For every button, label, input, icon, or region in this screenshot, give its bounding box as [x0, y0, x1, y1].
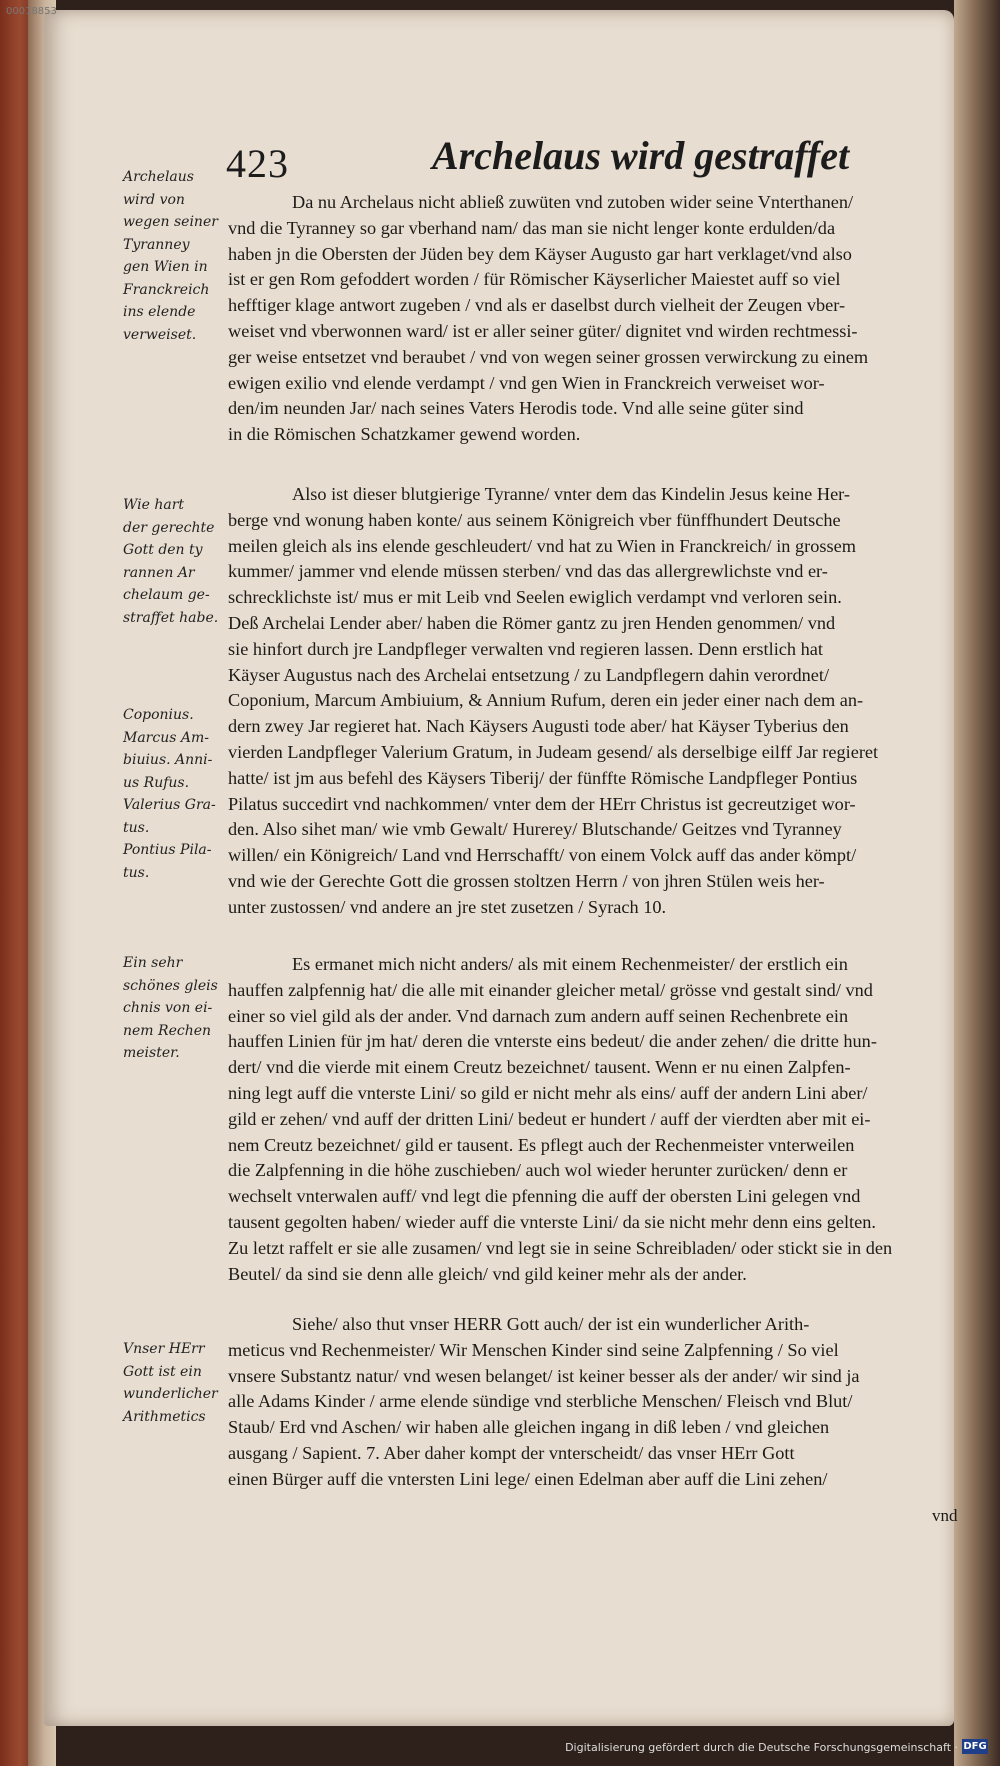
margin-note-line: Valerius Gra- — [123, 797, 216, 813]
scan-id: 00018853 — [6, 6, 57, 17]
margin-note-rechenmeister — [123, 952, 235, 1065]
text-line: berge vnd wonung haben konte/ aus seinem Königreich vber fünffhundert Deutsche — [228, 509, 841, 530]
text-line: in die Römischen Schatzkamer gewend worden. — [228, 424, 581, 445]
text-line: Staub/ Erd vnd Aschen/ wir haben alle gleichen ingang in diß leben / vnd gleichen — [228, 1417, 830, 1438]
text-line: nem Creutz bezeichnet/ gild er tausent. Es pflegt auch der Rechenmeister vnterweilen — [228, 1134, 855, 1155]
text-line: ist er gen Rom gefoddert worden / für Römischer Käyserlicher Maiestet auff so viel — [228, 269, 841, 290]
margin-note-line: tus. — [123, 819, 150, 836]
margin-note-line: gen Wien in — [123, 259, 208, 275]
text-line: alle Adams Kinder / arme elende sündige vnd sterbliche Menschen/ Fleisch vnd Blut/ — [228, 1391, 853, 1412]
paragraph-arithmeticus — [228, 1312, 962, 1493]
text-line: tausent gegolten haben/ wieder auff die vnterste Lini/ da sie nicht mehr denn eins gelten. — [228, 1211, 876, 1232]
text-line: ger weise entsetzet vnd beraubet / vnd von wegen seiner grossen verwirckung zu einem — [228, 346, 869, 367]
text-line: sie hinfort durch jre Landpfleger verwalten vnd regieren lassen. Denn erstlich hat — [228, 638, 823, 659]
text-line: hauffen zalpfennig hat/ die alle mit einander gleicher metal/ grösse vnd gestalt sind/ vnd — [228, 979, 873, 1000]
margin-note-line: Wie hart — [123, 497, 185, 513]
text-line: vnsere Substantz natur/ vnd wesen belanget/ ist keiner besser als der ander/ wir sind ja — [228, 1365, 860, 1386]
text-line: einer so viel gild als der ander. Vnd darnach zum andern auff seinen Rechenbrete ein — [228, 1005, 849, 1026]
margin-note-line: ins elende — [123, 304, 196, 320]
text-line: weiset vnd vberwonnen ward/ ist er aller seiner güter/ dignitet vnd wirden rechtmessi- — [228, 320, 858, 341]
text-line: ewigen exilio vnd elende verdampt / vnd gen Wien in Franckreich verweiset wor- — [228, 372, 825, 393]
margin-note-line: Coponius. — [123, 707, 194, 723]
margin-note-line: meister. — [123, 1045, 180, 1061]
margin-note-line: chnis von ei- — [123, 1000, 213, 1016]
margin-note-line: Marcus Am- — [123, 729, 209, 746]
text-line: hatte/ ist jm aus befehl des Käysers Tiberij/ der fünffte Römische Landpfleger Pontius — [228, 767, 858, 788]
text-line: kummer/ jammer vnd elende müssen sterben/ vnd das das allergrewlichste vnd er- — [228, 561, 828, 582]
text-line: Also ist dieser blutgierige Tyranne/ vnter dem das Kindelin Jesus keine Her- — [292, 484, 850, 504]
margin-note-landpfleger — [123, 704, 235, 884]
margin-note-line: Archelaus — [123, 169, 194, 185]
margin-note-line: Ein sehr — [123, 955, 183, 971]
margin-note-arithmetics — [123, 1338, 235, 1428]
text-line: schrecklichste ist/ mus er mit Leib vnd Seelen ewiglich verdampt vnd verloren sein. — [228, 587, 842, 608]
margin-note-line: wunderlicher — [123, 1386, 218, 1402]
dfg-logo-icon: DFG — [963, 1741, 987, 1752]
text-line: Pilatus succedirt vnd nachkommen/ vnter dem der HErr Christus ist gecreutziget wor- — [228, 793, 856, 814]
text-line: meticus vnd Rechenmeister/ Wir Menschen Kinder sind seine Zalpfenning / So viel — [228, 1339, 839, 1360]
running-head: Archelaus wird gestraffet — [432, 133, 850, 178]
margin-note-line: Gott den ty — [123, 542, 203, 558]
margin-note-archelaus — [123, 166, 235, 346]
text-line: dert/ vnd die vierde mit einem Creutz bezeichnet/ tausent. Wenn er nu einen Zalpfen- — [228, 1057, 851, 1078]
margin-note-line: biuius. Anni- — [123, 752, 213, 768]
text-line: den. Also sihet man/ wie vmb Gewalt/ Hurerey/ Blutschande/ Geitzes vnd Tyranney — [228, 819, 842, 840]
margin-note-line: straffet habe. — [123, 609, 219, 626]
margin-note-line: Pontius Pila- — [123, 842, 212, 858]
margin-note-line: Arithmetics — [123, 1408, 206, 1425]
text-line: Da nu Archelaus nicht abließ zuwüten vnd zutoben wider seine Vnterthanen/ — [292, 192, 854, 212]
margin-note-line: wird von — [123, 191, 185, 208]
text-line: einen Bürger auff die vntersten Lini lege/ einen Edelman aber auff die Lini zehen/ — [228, 1468, 828, 1489]
margin-note-line: Franckreich — [123, 281, 210, 298]
margin-note-line: tus. — [123, 864, 150, 881]
text-line: unter zustossen/ vnd andere an jre stet zusetzen / Syrach 10. — [228, 896, 667, 917]
footer-credit: Digitalisierung gefördert durch die Deutsche Forschungsgemeinschaft · — [565, 1741, 958, 1754]
margin-note-line: wegen seiner — [123, 214, 218, 230]
text-line: vierden Landpfleger Valerium Gratum, in Judeam gesend/ als derselbige eilff Jar regieret — [228, 741, 879, 762]
margin-note-gerechte-gott — [123, 494, 235, 629]
text-line: die Zalpfenning in die höhe zuschieben/ auch wol wieder herunter zurücken/ denn er — [228, 1160, 848, 1181]
text-line: Es ermanet mich nicht anders/ als mit einem Rechenmeister/ der erstlich ein — [292, 954, 848, 974]
text-line: willen/ ein Königreich/ Land vnd Herrschafft/ von einem Volck auff das ander kömpt/ — [228, 845, 857, 866]
margin-note-line: der gerechte — [123, 519, 215, 536]
text-line: Coponium, Marcum Ambiuium, & Annium Rufum, deren ein jeder einer nach dem an- — [228, 690, 864, 711]
text-line: dern zwey Jar regieret hat. Nach Käysers Augusti tode aber/ hat Käyser Tyberius den — [228, 716, 849, 737]
text-line: Beutel/ da sind sie denn alle gleich/ vnd gild keiner mehr als der ander. — [228, 1263, 747, 1284]
text-line: hefftiger klage antwort zugeben / vnd als er daselbst durch vielheit der Zeugen vber- — [228, 295, 846, 316]
margin-note-line: chelaum ge- — [123, 587, 210, 603]
text-line: haben jn die Obersten der Jüden bey dem Käyser Augusto gar hart verklaget/vnd also — [228, 243, 852, 264]
text-line: gild er zehen/ vnd auff der dritten Lini/ bedeut er hundert / auff der vierdten aber mit ei- — [228, 1108, 871, 1129]
text-line: vnd die Tyranney so gar vberhand nam/ das man sie nicht lenger konte erdulden/da — [228, 217, 836, 238]
catchword: vnd — [932, 1506, 958, 1525]
text-line: den/im neunden Jar/ nach seines Vaters Herodis tode. Vnd alle seine güter sind — [228, 398, 804, 419]
text-line: hauffen Linien für jm hat/ deren die vnterste eins bedeut/ die ander zehen/ die dritte hun- — [228, 1031, 877, 1052]
margin-note-line: us Rufus. — [123, 774, 190, 791]
text-line: Käyser Augustus nach des Archelai entsetzung / zu Landpflegern dahin verordnet/ — [228, 664, 830, 685]
text-line: Zu letzt raffelt er sie alle zusamen/ vnd legt sie in seine Schreibladen/ oder stickt sie in den — [228, 1237, 893, 1258]
margin-note-line: rannen Ar — [123, 564, 195, 581]
text-line: meilen gleich als ins elende geschleudert/ vnd hat zu Wien in Franckreich/ in grossem — [228, 535, 856, 556]
margin-note-line: Tyranney — [123, 236, 190, 253]
paragraph-archelaus-banished — [228, 190, 962, 448]
text-line: ausgang / Sapient. 7. Aber daher kompt der vnterscheidt/ das vnser HErr Gott — [228, 1442, 795, 1463]
margin-note-line: Vnser HErr — [123, 1341, 205, 1357]
text-line: wechselt vnterwalen auff/ vnd legt die pfenning die auff der obersten Lini gelegen vnd — [228, 1186, 861, 1207]
page-number: 423 — [226, 141, 289, 186]
text-line: Siehe/ also thut vnser HERR Gott auch/ der ist ein wunderlicher Arith- — [292, 1314, 810, 1334]
text-line: Deß Archelai Lender aber/ haben die Römer gantz zu jren Henden genommen/ vnd — [228, 612, 836, 633]
paragraph-blutgierige-tyranne — [228, 482, 962, 921]
text-line: vnd wie der Gerechte Gott die grossen stoltzen Herrn / von jhren Stülen weis her- — [228, 870, 825, 891]
margin-note-line: verweiset. — [123, 326, 197, 343]
paragraph-rechenmeister — [228, 952, 962, 1287]
margin-note-line: nem Rechen — [123, 1022, 212, 1039]
text-line: ning legt auff die vnterste Lini/ so gild er nicht mehr als eins/ auff der andern Lini aber/ — [228, 1082, 868, 1103]
margin-note-line: Gott ist ein — [123, 1363, 202, 1380]
margin-note-line: schönes gleis — [123, 977, 218, 994]
